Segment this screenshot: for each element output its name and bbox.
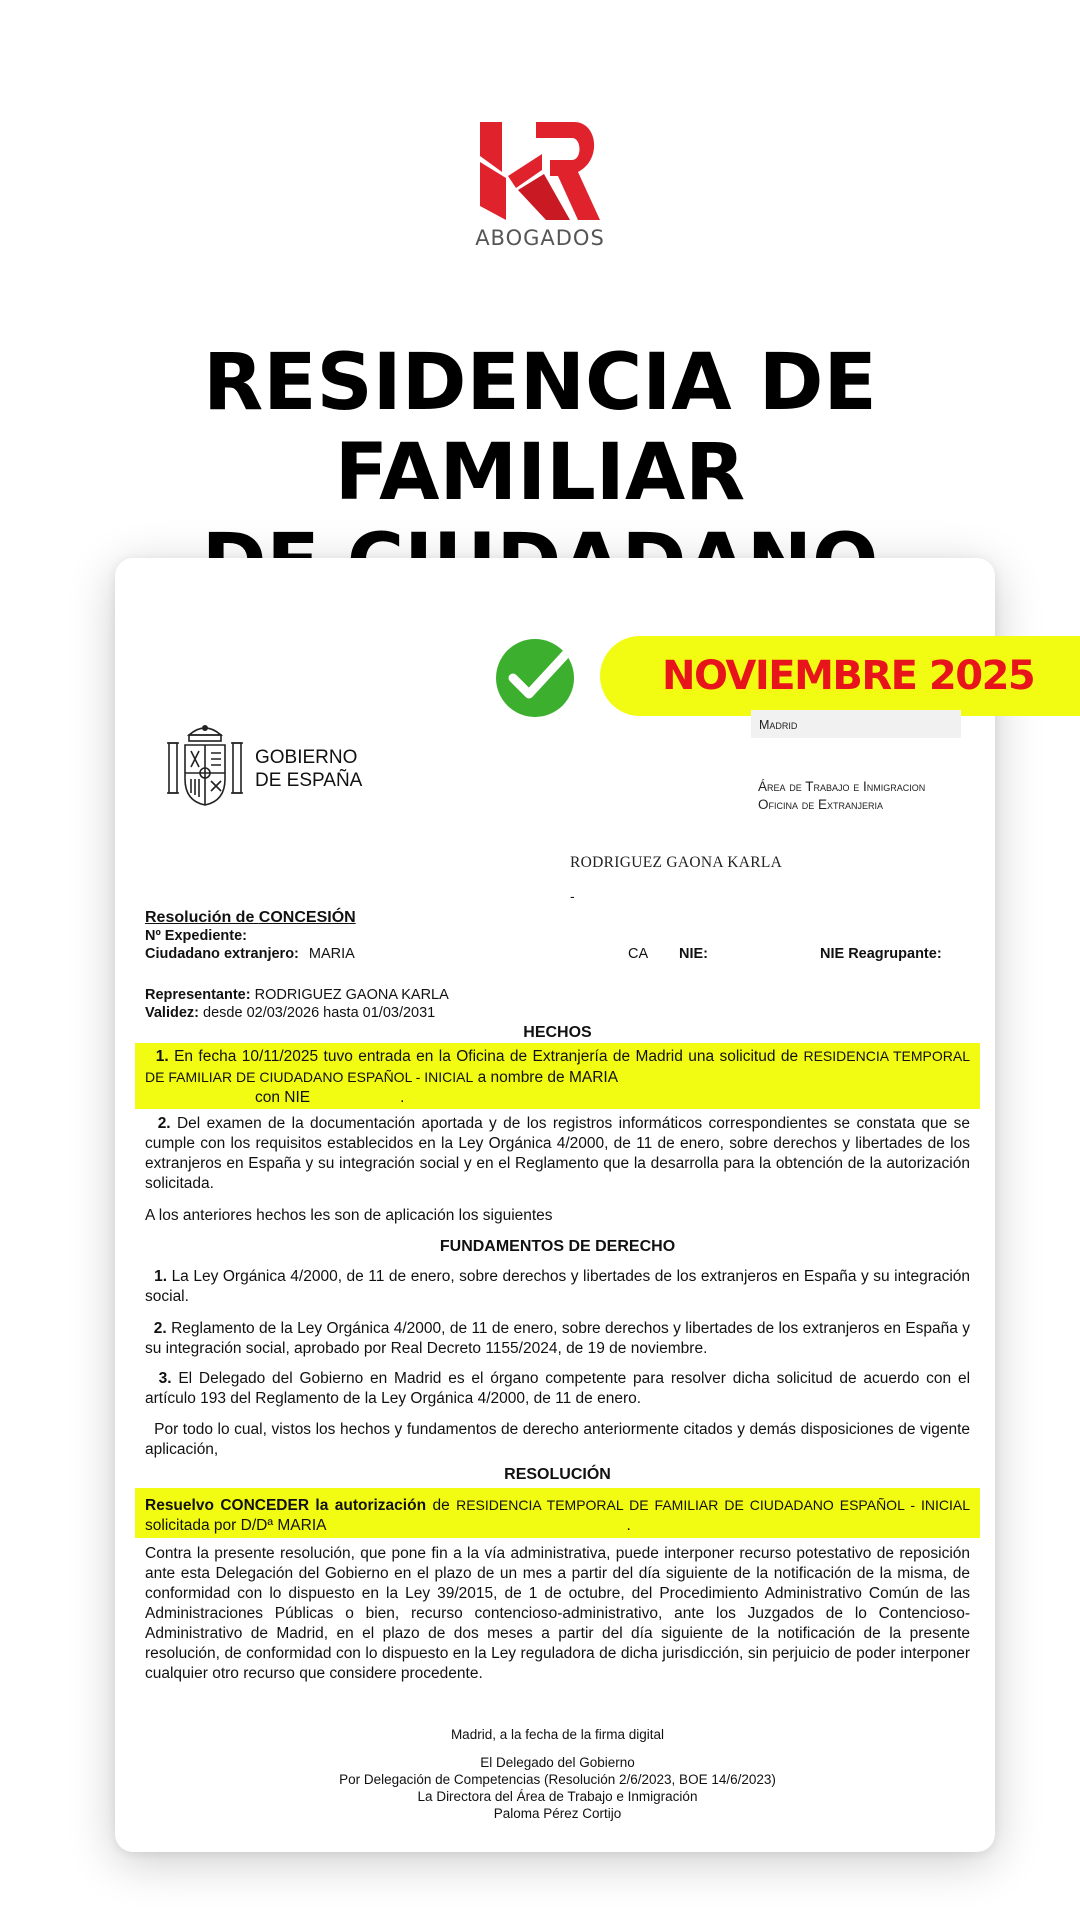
- resolution-document: [115, 558, 1035, 1852]
- kr-logo-mark-icon: [478, 120, 602, 224]
- nie-reagrupante-label: NIE Reagrupante:: [820, 946, 942, 962]
- p1-procedure: RESIDENCIA TEMPORAL DE FAMILIAR DE CIUDADANO ESPAÑOL - INICIAL: [145, 1048, 970, 1085]
- ciudadano-row: [145, 945, 355, 963]
- f2-text: Reglamento de la Ley Orgánica 4/2000, de 11 de enero, sobre derechos y libertades de los extranjeros en España y su integración social, aprobado por Real Decreto 1155/2024, de 19 de noviembre.: [145, 1320, 971, 1357]
- area-line-1: Área de Trabajo e Inmigracion: [758, 779, 926, 794]
- r-end: .: [626, 1517, 631, 1534]
- gov-line-1: GOBIERNO: [255, 747, 358, 768]
- fundamento-1: [145, 1267, 970, 1307]
- p1-end: .: [400, 1089, 405, 1106]
- p1-nie: con NIE: [255, 1089, 311, 1106]
- signature-block: [145, 1754, 970, 1822]
- ciudadano-label: Ciudadano extranjero:: [145, 946, 299, 962]
- resolucion-heading: RESOLUCIÓN: [504, 1466, 611, 1483]
- fundamento-2: [145, 1319, 970, 1359]
- area-line-2: Oficina de Extranjeria: [758, 797, 884, 812]
- p2-number: 2.: [157, 1115, 171, 1132]
- r-procedure: RESIDENCIA TEMPORAL DE FAMILIAR DE CIUDADANO ESPAÑOL - INICIAL: [456, 1497, 970, 1513]
- p1-applicant: MARIA: [568, 1069, 619, 1086]
- representante-label: Representante:: [145, 987, 251, 1003]
- r-solicitada: solicitada por D/Dª MARIA: [145, 1517, 327, 1534]
- representante-value: RODRIGUEZ GAONA KARLA: [254, 987, 449, 1003]
- validez-label: Validez:: [145, 1005, 199, 1021]
- f2-number: 2.: [153, 1320, 167, 1337]
- header-city: Madrid: [751, 710, 961, 738]
- r-de: de: [432, 1497, 450, 1514]
- signature-line-4: Paloma Pérez Cortijo: [493, 1806, 622, 1821]
- place-date: Madrid, a la fecha de la firma digital: [450, 1727, 665, 1742]
- p1-text-a: En fecha 10/11/2025 tuvo entrada en la Oficina de Extranjería de Madrid una solicitud de: [174, 1048, 799, 1065]
- p1-number: 1.: [155, 1048, 169, 1065]
- validez-value: desde 02/03/2026 hasta 01/03/2031: [203, 1005, 436, 1021]
- firm-logo: [470, 120, 610, 260]
- p2-text: Del examen de la documentación aportada y de los registros informáticos correspondientes se constata que se cumple con los requisitos establecidos en la Ley Orgánica 4/2000, de 11 de enero, sobre derechos y libertades de los extranjeros en España y su integración social y en el Reglamento que la desarrolla para la obtención de la autorización solicitada.: [145, 1115, 970, 1192]
- hechos-heading: HECHOS: [523, 1024, 592, 1041]
- f3-number: 3.: [158, 1370, 172, 1387]
- recipient-name: RODRIGUEZ GAONA KARLA: [570, 854, 783, 871]
- f1-text: La Ley Orgánica 4/2000, de 11 de enero, sobre derechos y libertades de los extranjeros en España y su integración social.: [145, 1268, 971, 1305]
- recurso-paragraph: Contra la presente resolución, que pone fin a la vía administrativa, puede interponer recurso potestativo de reposición ante esta Delegación del Gobierno en el plazo de un mes a partir del día siguiente de la notificación de la misma, de conformidad con lo dispuesto en la Ley 39/2015, de 1 de octubre, del Procedimiento Administrativo Común de las Administraciones Públicas o bien, recurso contencioso-administrativo, ante los Juzgados de lo Contencioso-Administrativo de Madrid, en el plazo de dos meses a partir del día siguiente de la notificación de la presente resolución, de conformidad con lo dispuesto en la Ley reguladora de dicha jurisdicción, sin perjuicio de poder interponer cualquier otro recurso que considere procedente.: [145, 1545, 970, 1682]
- f3-text: El Delegado del Gobierno en Madrid es el órgano competente para resolver dicha solicitud de acuerdo con el artículo 193 del Reglamento de la Ley Orgánica 4/2000, de 11 de enero.: [145, 1370, 971, 1407]
- date-badge: NOVIEMBRE 2025: [600, 636, 1080, 716]
- heading-concesion: CONCESIÓN: [258, 909, 356, 926]
- fundamentos-closing: [145, 1420, 970, 1460]
- f1-number: 1.: [154, 1268, 168, 1285]
- resolution-heading: [145, 908, 356, 928]
- signature-line-2: Por Delegación de Competencias (Resolución 2/6/2023, BOE 14/6/2023): [339, 1772, 776, 1787]
- hechos-paragraph-3: A los anteriores hechos les son de aplicación los siguientes: [145, 1207, 553, 1224]
- representante-row: [145, 986, 449, 1004]
- signature-line-1: El Delegado del Gobierno: [480, 1755, 635, 1770]
- fundamentos-heading: FUNDAMENTOS DE DERECHO: [439, 1238, 676, 1255]
- gov-line-2: DE ESPAÑA: [255, 770, 363, 791]
- hechos-paragraph-2: [145, 1114, 970, 1194]
- resolucion-paragraph: [145, 1495, 970, 1536]
- spain-coat-of-arms-icon: [165, 721, 245, 811]
- expediente-label: Nº Expediente:: [145, 928, 247, 944]
- ca-label: CA: [628, 946, 649, 962]
- hechos-paragraph-1: [145, 1046, 970, 1108]
- recipient-dash: -: [570, 888, 575, 904]
- ciudadano-value: MARIA: [308, 946, 355, 962]
- p1-text-c: a nombre de: [477, 1069, 565, 1086]
- government-name: [255, 746, 362, 792]
- heading-prefix: Resolución de: [145, 909, 259, 926]
- signature-line-3: La Directora del Área de Trabajo e Inmigración: [417, 1789, 698, 1804]
- logo-subtitle: ABOGADOS: [475, 226, 605, 250]
- check-circle-icon: [495, 636, 585, 720]
- r-bold: Resuelvo CONCEDER la autorización: [145, 1497, 427, 1514]
- title-line-1: RESIDENCIA DE FAMILIAR: [203, 338, 877, 518]
- nie-label: NIE:: [679, 946, 708, 962]
- validez-row: [145, 1004, 435, 1022]
- closing-text: Por todo lo cual, vistos los hechos y fundamentos de derecho anteriormente citados y demás disposiciones de vigente aplicación,: [145, 1421, 970, 1458]
- area-office: [758, 778, 925, 814]
- fundamento-3: [145, 1369, 970, 1409]
